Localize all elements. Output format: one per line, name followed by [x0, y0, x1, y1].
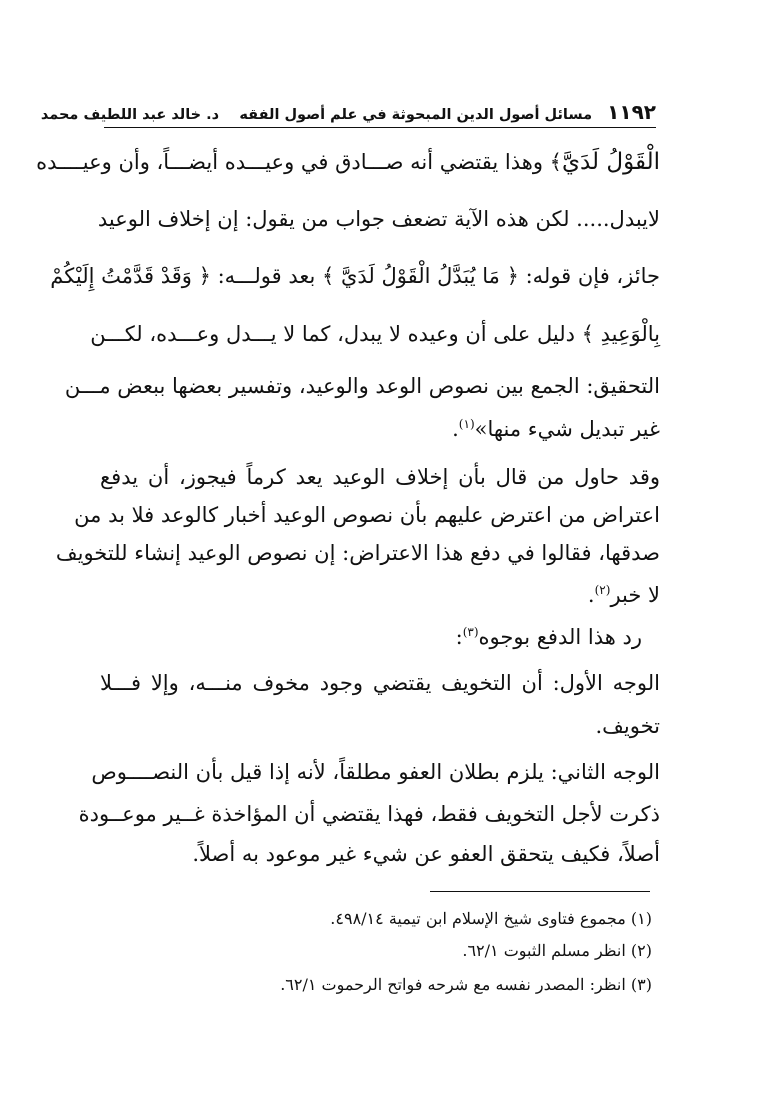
- footnote-ref: (١): [458, 417, 475, 431]
- text-line: لا خبر$^{(٢)}$.: [587, 583, 660, 607]
- text-line: رد هذا الدفع بوجوه$^{(٣)}$:: [455, 625, 642, 649]
- text-line: [36, 142, 660, 182]
- footnote: (١) مجموع فتاوى شيخ الإسلام ابن تيمية ٤٩٨/١٤.: [330, 909, 652, 928]
- footnote-ref: (٣): [462, 625, 479, 639]
- text-line: [90, 314, 660, 354]
- line-text: وقد حاول من قال بأن إخلاف الوعيد يعد كرماً فيجوز، أن يدفع: [100, 465, 660, 489]
- text-line: [100, 706, 660, 746]
- quran-quote: الْقَوْلُ لَدَيَّ: [561, 149, 660, 175]
- text-line: [100, 834, 660, 874]
- text-line: [91, 752, 660, 792]
- line-text: تخويف.: [595, 714, 660, 738]
- text-line: [55, 533, 660, 573]
- line-text: التحقيق: الجمع بين نصوص الوعد والوعيد، وتفسير بعضها ببعض مـــن: [64, 374, 660, 398]
- line-text: رد هذا الدفع بوجوه: [478, 625, 642, 649]
- line-text: الوجه الأول: أن التخويف يقتضي وجود مخوف منـــه، وإلا فـــلا: [100, 671, 660, 695]
- footnote-divider: [430, 891, 650, 892]
- text-line: غير تبديل شيء منها»$^{(١)}$.: [452, 417, 660, 441]
- line-text: لا خبر: [610, 583, 660, 607]
- text-line: [100, 457, 660, 497]
- header-title: مسائل أصول الدين المبحوثة في علم أصول الفقه: [239, 107, 593, 123]
- text-line: [64, 366, 660, 406]
- text-line: [74, 495, 660, 535]
- header-author: د. خالد عبد اللطيف محمد: [40, 107, 220, 123]
- footnote: (٣) انظر: المصدر نفسه مع شرحه فواتح الرحموت ٦٢/١.: [280, 975, 652, 994]
- line-text: غير تبديل شيء منها»: [474, 417, 660, 441]
- text-line: [97, 199, 660, 239]
- line-text: اعتراض من اعترض عليهم بأن نصوص الوعيد أخبار كالوعد فلا بد من: [74, 503, 660, 527]
- line-text: ﴾ وهذا يقتضي أنه صـــادق في وعيـــده أيضـــاً، وأن وعيــــده: [36, 150, 562, 174]
- line-text: أصلاً، فكيف يتحقق العفو عن شيء غير موعود به أصلاً.: [192, 842, 660, 866]
- line-text: جائز، فإن قوله: ﴿ مَا يُبَدَّلُ الْقَوْلُ لَدَيَّ ﴾ بعد قولـــه: ﴿ وَقَدْ قَدَّمْتُ إِلَيْكُمْ: [50, 264, 660, 288]
- line-text: لايبدل..... لكن هذه الآية تضعف جواب من يقول: إن إخلاف الوعيد: [97, 207, 660, 231]
- text-line: [78, 794, 660, 834]
- line-text: الوجه الثاني: يلزم بطلان العفو مطلقاً، لأنه إذا قيل بأن النصــــوص: [91, 760, 660, 784]
- line-text: ذكرت لأجل التخويف فقط، فهذا يقتضي أن المؤاخذة غــير موعــودة: [78, 802, 660, 826]
- text-line: [50, 256, 660, 296]
- line-text: صدقها، فقالوا في دفع هذا الاعتراض: إن نصوص الوعيد إنشاء للتخويف: [55, 541, 660, 565]
- running-header: [40, 100, 656, 126]
- header-divider: [104, 127, 656, 128]
- page-number: ١١٩٢: [607, 100, 656, 124]
- text-line: [100, 663, 660, 703]
- footnote: (٢) انظر مسلم الثبوت ٦٢/١.: [462, 941, 652, 960]
- footnote-ref: (٢): [594, 583, 611, 597]
- line-text: بِالْوَعِيدِ ﴾ دليل على أن وعيده لا يبدل، كما لا يـــدل وعـــده، لكـــن: [90, 322, 660, 346]
